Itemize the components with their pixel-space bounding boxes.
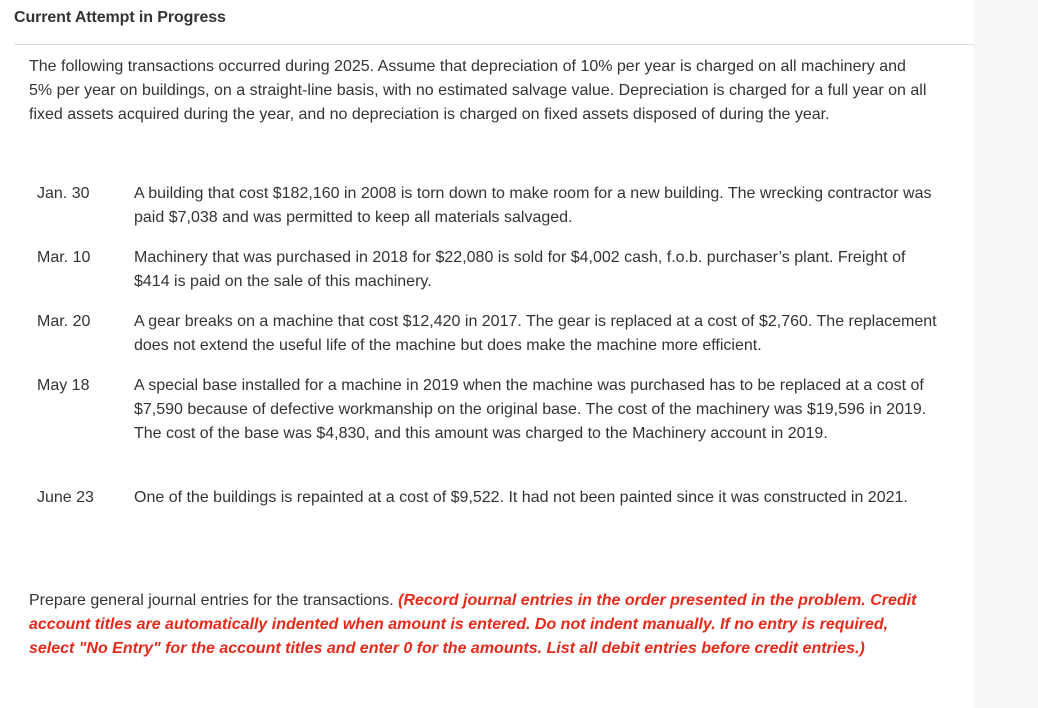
transaction-item [37, 182, 939, 230]
instructions-emphasis: (Record journal entries in the order presented in the problem. Credit account titles are automatically indented when amount is entered. Do not indent manually. If no entry is required, select "No Entry" for the account titles and enter 0 for the amounts. List all debit entries before credit entries.) [29, 592, 917, 657]
transaction-date: May 18 [37, 377, 90, 394]
transaction-date: Mar. 20 [37, 313, 91, 330]
attempt-status-heading: Current Attempt in Progress [14, 9, 226, 26]
instructions-lead: Prepare general journal entries for the transactions. [29, 592, 394, 609]
transaction-description: A special base installed for a machine in 2019 when the machine was purchased has to be replaced at a cost of $7,590 because of defective workmanship on the original base. The cost of the machinery was $19,596 in 2019. The cost of the base was $4,830, and this amount was charged to the Machinery account in 2019. [134, 377, 927, 442]
right-gutter [974, 0, 1038, 708]
transaction-item [37, 374, 939, 446]
transaction-item [37, 246, 939, 294]
header-divider [14, 44, 974, 45]
transaction-date: Mar. 10 [37, 249, 91, 266]
transaction-description: Machinery that was purchased in 2018 for $22,080 is sold for $4,002 cash, f.o.b. purchaser’s plant. Freight of $414 is paid on the sale of this machinery. [134, 249, 906, 290]
transaction-description: One of the buildings is repainted at a cost of $9,522. It had not been painted since it was constructed in 2021. [134, 489, 908, 506]
transaction-date: June 23 [37, 489, 94, 506]
transaction-date: Jan. 30 [37, 185, 90, 202]
transaction-description: A gear breaks on a machine that cost $12,420 in 2017. The gear is replaced at a cost of $2,760. The replacement does not extend the useful life of the machine but does make the machine more efficient. [134, 313, 937, 354]
transaction-description: A building that cost $182,160 in 2008 is torn down to make room for a new building. The wrecking contractor was paid $7,038 and was permitted to keep all materials salvaged. [134, 185, 932, 226]
instructions [29, 589, 929, 661]
transaction-item [37, 310, 939, 358]
transaction-item [37, 486, 939, 510]
problem-intro: The following transactions occurred during 2025. Assume that depreciation of 10% per year is charged on all machinery and 5% per year on buildings, on a straight-line basis, with no estimated salvage value. Depreciation is charged for a full year on all fixed assets acquired during the year, and no depreciation is charged on fixed assets disposed of during the year. [29, 58, 927, 123]
